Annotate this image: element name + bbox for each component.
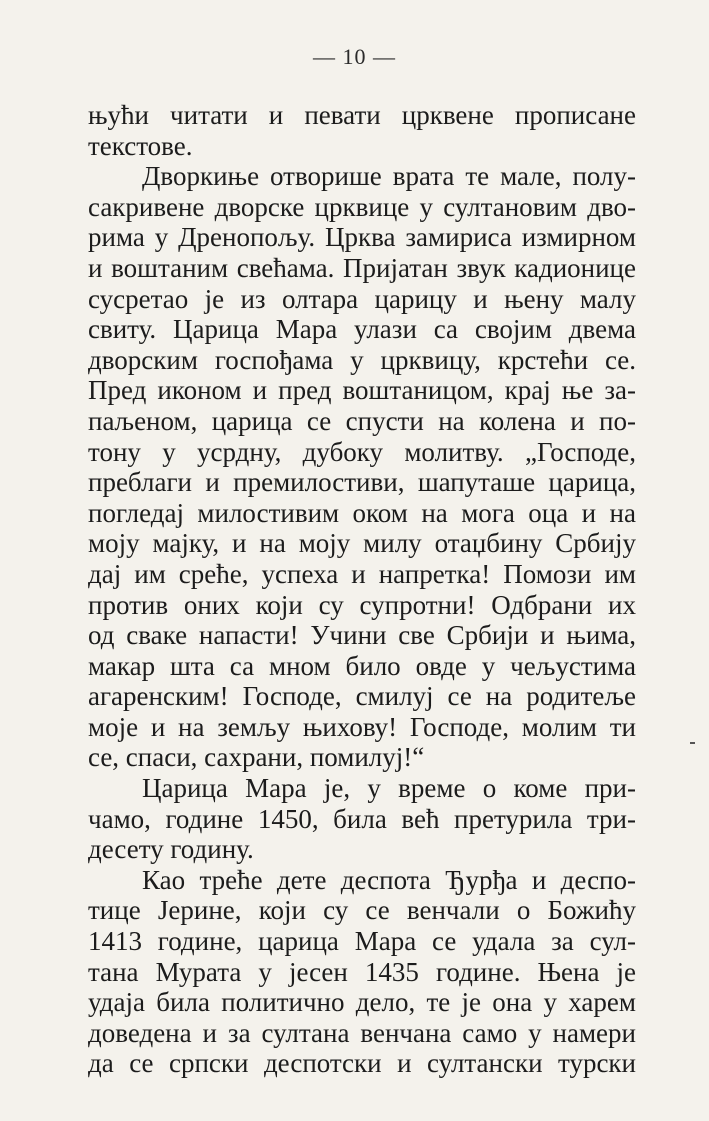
body-text — [88, 100, 636, 1079]
text-line: од сваке напасти! Учини све Србији и њима, — [88, 620, 636, 651]
text-line: сусретао је из олтара царицу и њену малу — [88, 283, 636, 314]
text-line: сакривене дворске црквице у султановим дво- — [88, 191, 636, 222]
scan-edge-mark — [690, 742, 695, 744]
text-line: дворским госпођама у црквицу, крстећи се. — [88, 344, 636, 375]
text-line: доведена и за султана венчана само у намери — [88, 1017, 636, 1048]
text-line: агаренским! Господе, смилуј се на родитеље — [88, 681, 636, 712]
text-line: дај им среће, успеха и напретка! Помози им — [88, 558, 636, 589]
page-number: — 10 — — [313, 44, 396, 69]
text-line: свиту. Царица Мара улази са својим двема — [88, 314, 636, 345]
text-line: паљеном, царица се спусти на колена и по- — [88, 405, 636, 436]
text-line: 1413 године, царица Мара се удала за сул- — [88, 926, 636, 957]
text-line: моје и на земљу њихову! Господе, молим ти — [88, 711, 636, 742]
text-line: преблаги и премилостиви, шапуташе царица, — [88, 467, 636, 498]
text-line: чамо, године 1450, била већ претурила три- — [88, 803, 636, 834]
text-line: рима у Дренопољу. Црква замириса измирном — [88, 222, 636, 253]
text-line: и воштаним свећама. Пријатан звук кадионице — [88, 252, 636, 283]
text-line: тону у усрдну, дубоку молитву. „Господе, — [88, 436, 636, 467]
text-line: погледај милостивим оком на мога оца и на — [88, 497, 636, 528]
text-line: против оних који су супротни! Одбрани их — [88, 589, 636, 620]
text-line: удаја била политично дело, те је она у харем — [88, 987, 636, 1018]
text-line: се, спаси, сахрани, помилуј!“ — [88, 742, 425, 773]
text-line: тице Јерине, који су се венчали о Божићу — [88, 895, 636, 926]
text-line: макар шта са мном било овде у чељустима — [88, 650, 636, 681]
text-line: њући читати и певати црквене прописане — [88, 100, 636, 130]
text-line: тана Мурата у јесен 1435 године. Њена је — [88, 956, 636, 987]
text-line: моју мајку, и на моју милу отаџбину Србију — [88, 528, 636, 559]
text-line: да се српски деспотски и султански турски — [88, 1048, 636, 1079]
text-line: текстове. — [88, 130, 193, 161]
text-line: Као треће дете деспота Ђурђа и деспо- — [142, 864, 636, 895]
text-line: Дворкиње отворише врата те мале, полу- — [142, 161, 636, 192]
text-line: Царица Мара је, у време о коме при- — [142, 773, 636, 804]
text-line: Пред иконом и пред воштаницом, крај ње за- — [88, 375, 636, 406]
text-line: десету годину. — [88, 834, 254, 865]
